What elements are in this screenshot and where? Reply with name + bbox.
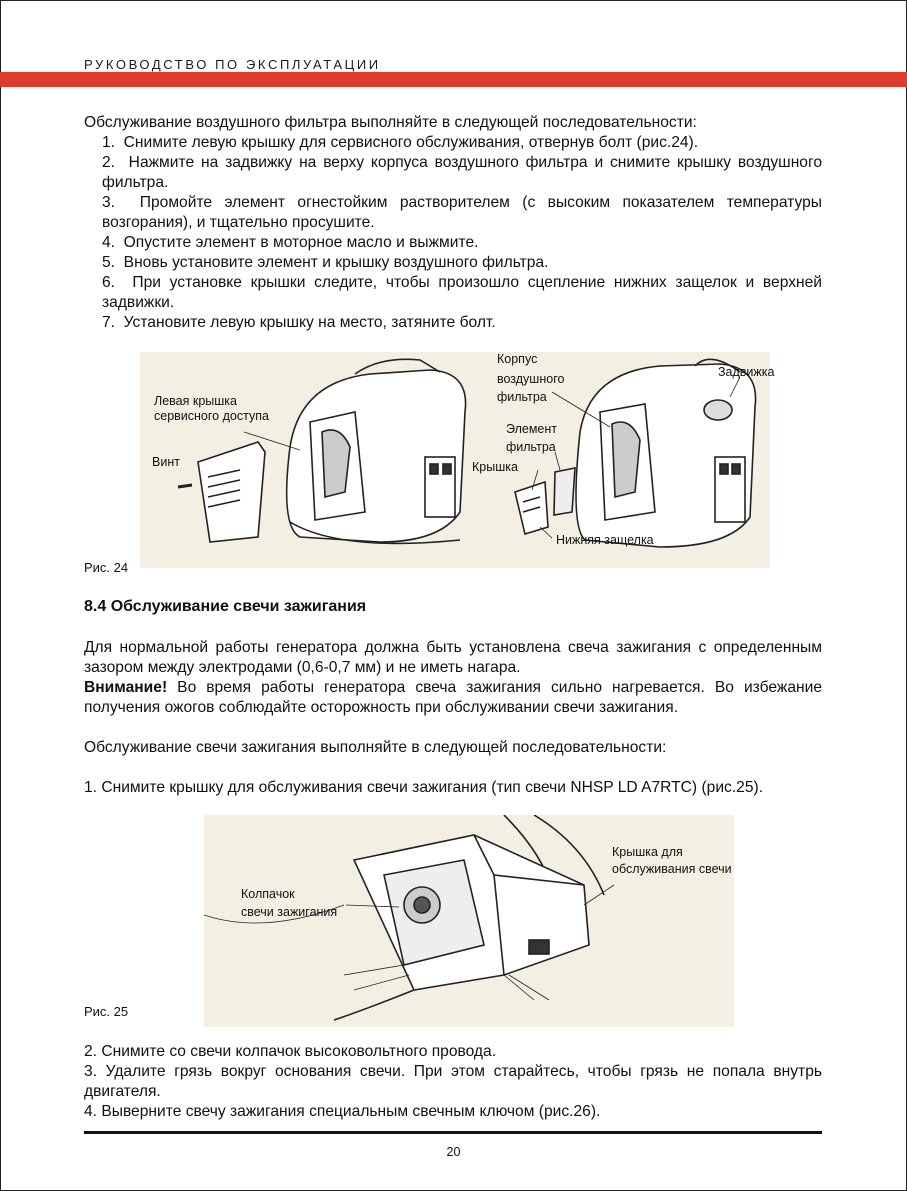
air-filter-step-1: 1. Снимите левую крышку для сервисного обслуживания, отвернув болт (рис.24). bbox=[102, 134, 699, 151]
spark-plug-para1: Для нормальной работы генератора должна быть установлена свеча зажигания с определенным зазором между электродами (0,6-0,7 мм) и не иметь нагара. bbox=[84, 639, 822, 676]
label-cap-line2: свечи зажигания bbox=[241, 905, 338, 919]
label-latch: Задвижка bbox=[718, 365, 775, 379]
page-number: 20 bbox=[446, 1145, 461, 1159]
label-lower-latch: Нижняя защелка bbox=[556, 533, 654, 547]
label-screw: Винт bbox=[152, 455, 180, 469]
label-lid: Крышка bbox=[472, 460, 518, 474]
figure-24-caption: Рис. 24 bbox=[84, 560, 129, 575]
spark-plug-step-4: 4. Выверните свечу зажигания специальным свечным ключом (рис.26). bbox=[84, 1103, 601, 1120]
figure-25-caption: Рис. 25 bbox=[84, 1004, 129, 1019]
label-element-line1: Элемент bbox=[506, 422, 557, 436]
label-left-cover-line2: сервисного доступа bbox=[154, 409, 269, 423]
spark-plug-step-1: 1. Снимите крышку для обслуживания свечи зажигания (тип свечи NHSP LD A7RTC) (рис.25). bbox=[84, 779, 764, 796]
spark-plug-warning bbox=[84, 678, 822, 718]
air-filter-step-7: 7. Установите левую крышку на место, затяните болт. bbox=[102, 314, 496, 331]
label-left-cover-line1: Левая крышка bbox=[154, 394, 237, 408]
air-filter-step-4: 4. Опустите элемент в моторное масло и выжмите. bbox=[102, 234, 479, 251]
figure-24-image bbox=[140, 352, 770, 568]
warning-text: Во время работы генератора свеча зажигания сильно нагревается. Во избежание получения ожогов соблюдайте осторожность при обслуживании свечи зажигания. bbox=[84, 679, 822, 716]
header-red-bar bbox=[0, 72, 907, 87]
label-cover-line2: обслуживания свечи bbox=[612, 862, 732, 876]
spark-plug-intro: Обслуживание свечи зажигания выполняйте в следующей последовательности: bbox=[84, 739, 667, 756]
air-filter-step-2: 2. Нажмите на задвижку на верху корпуса воздушного фильтра и снимите крышку воздушного фильтра. bbox=[102, 154, 822, 191]
label-element-line2: фильтра bbox=[506, 440, 556, 454]
generator-illustration bbox=[140, 352, 770, 568]
label-cap-line1: Колпачок bbox=[241, 887, 295, 901]
label-housing-line2: воздушного bbox=[497, 372, 565, 386]
spark-plug-step-3: 3. Удалите грязь вокруг основания свечи. При этом старайтесь, чтобы грязь не попала внутрь двигателя. bbox=[84, 1063, 822, 1100]
footer-rule bbox=[84, 1131, 822, 1134]
header-title: РУКОВОДСТВО ПО ЭКСПЛУАТАЦИИ bbox=[84, 57, 381, 72]
label-housing-line1: Корпус bbox=[497, 352, 538, 366]
air-filter-step-5: 5. Вновь установите элемент и крышку воздушного фильтра. bbox=[102, 254, 549, 271]
air-filter-step-3: 3. Промойте элемент огнестойким растворителем (с высоким показателем температуры возгорания), и тщательно просушите. bbox=[102, 194, 822, 231]
section-heading: 8.4 Обслуживание свечи зажигания bbox=[84, 598, 367, 615]
label-housing-line3: фильтра bbox=[497, 390, 547, 404]
label-cover-line1: Крышка для bbox=[612, 845, 683, 859]
air-filter-intro: Обслуживание воздушного фильтра выполняйте в следующей последовательности: bbox=[84, 114, 697, 131]
spark-plug-step-2: 2. Снимите со свечи колпачок высоковольтного провода. bbox=[84, 1043, 497, 1060]
warning-label: Внимание! bbox=[84, 679, 168, 696]
air-filter-step-6: 6. При установке крышки следите, чтобы произошло сцепление нижних защелок и верхней задвижки. bbox=[102, 274, 822, 311]
